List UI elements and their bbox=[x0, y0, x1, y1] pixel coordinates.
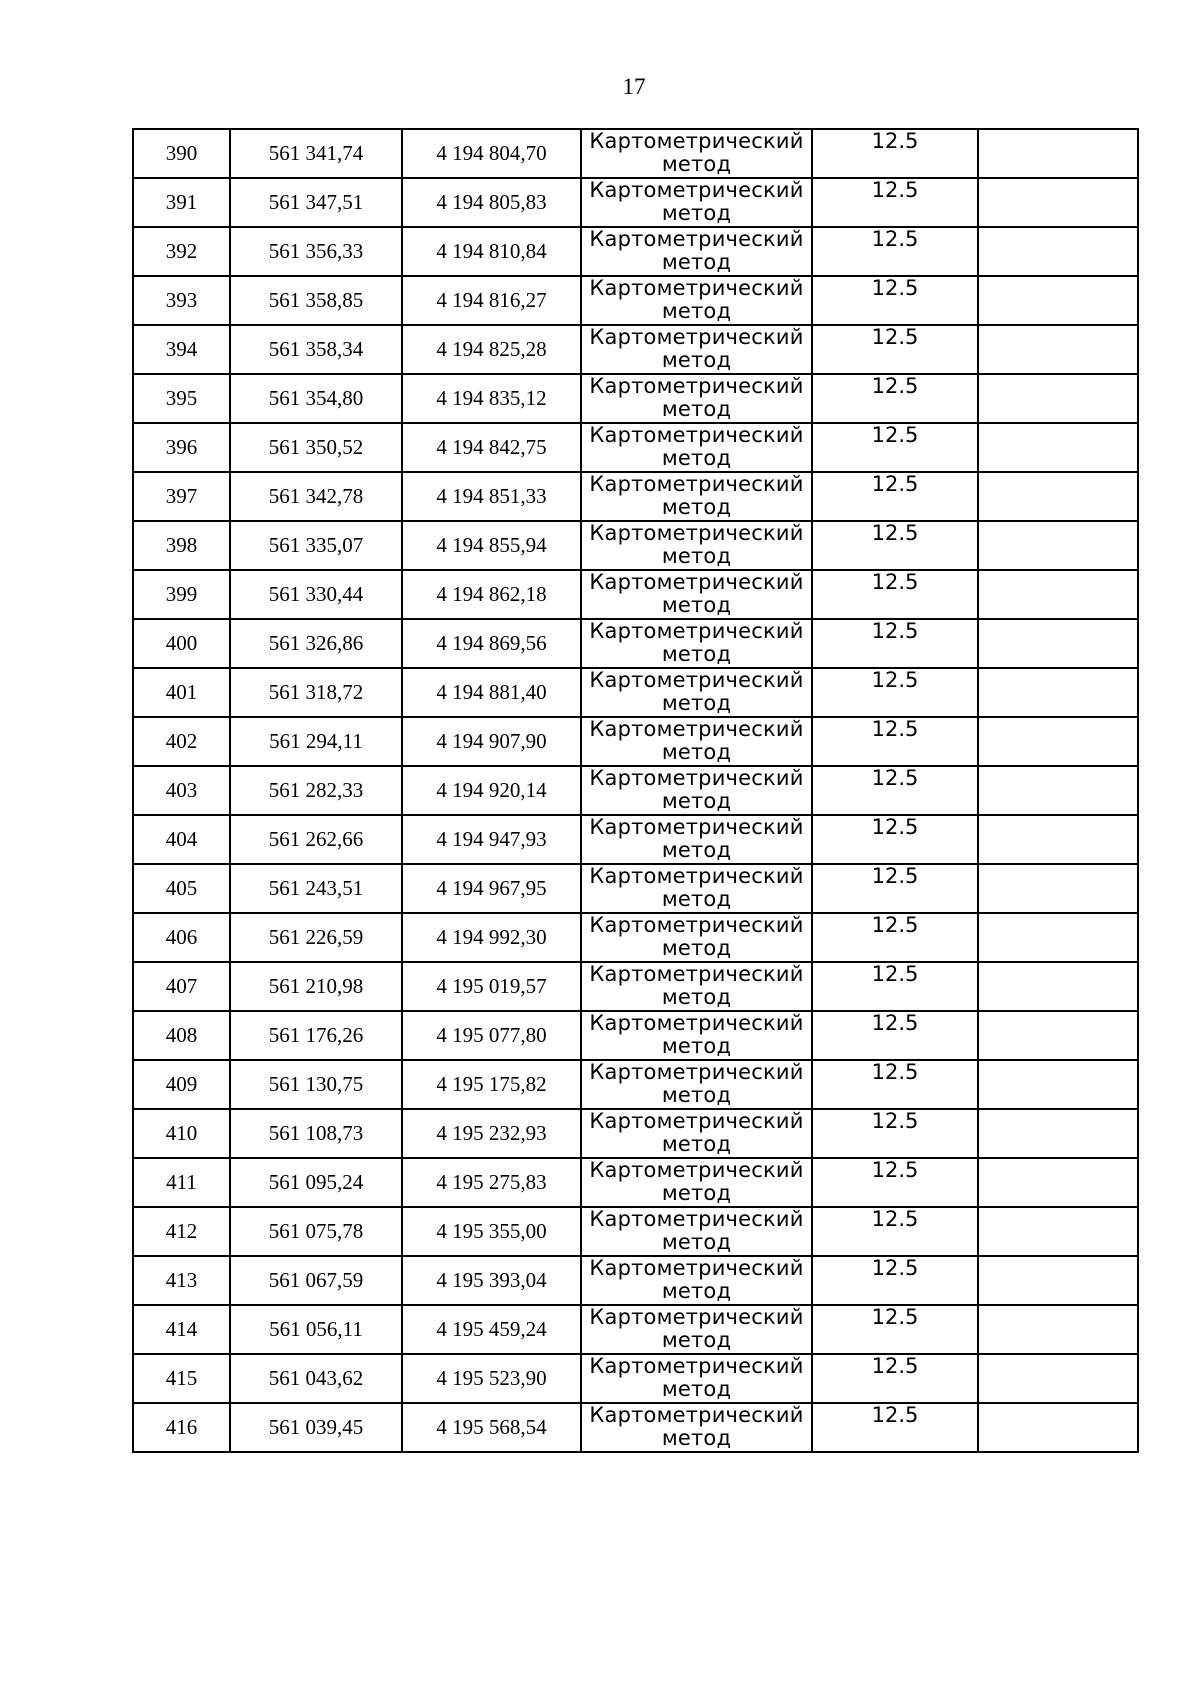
extra-cell bbox=[978, 570, 1138, 619]
table-row bbox=[133, 178, 1138, 227]
method-cell bbox=[581, 1109, 812, 1158]
method-line-1: Картометрический bbox=[589, 619, 804, 643]
x-coordinate-cell: 561 330,44 bbox=[230, 570, 402, 619]
accuracy-cell: 12.5 bbox=[812, 570, 978, 619]
method-cell bbox=[581, 1207, 812, 1256]
accuracy-cell: 12.5 bbox=[812, 325, 978, 374]
method-line-1: Картометрический bbox=[589, 276, 804, 300]
table-row bbox=[133, 1109, 1138, 1158]
y-coordinate-cell: 4 195 175,82 bbox=[402, 1060, 581, 1109]
y-coordinate-cell: 4 195 459,24 bbox=[402, 1305, 581, 1354]
method-line-2: метод bbox=[661, 1377, 732, 1401]
method-line-1: Картометрический bbox=[589, 766, 804, 790]
method-line-2: метод bbox=[661, 201, 732, 225]
point-number-cell: 395 bbox=[133, 374, 230, 423]
y-coordinate-cell: 4 194 842,75 bbox=[402, 423, 581, 472]
method-line-1: Картометрический bbox=[589, 423, 804, 447]
y-coordinate-cell: 4 194 992,30 bbox=[402, 913, 581, 962]
method-cell bbox=[581, 325, 812, 374]
method-line-1: Картометрический bbox=[589, 962, 804, 986]
table-row bbox=[133, 1011, 1138, 1060]
table-row bbox=[133, 913, 1138, 962]
method-line-1: Картометрический bbox=[589, 1207, 804, 1231]
point-number-cell: 396 bbox=[133, 423, 230, 472]
method-line-2: метод bbox=[661, 1083, 732, 1107]
x-coordinate-cell: 561 350,52 bbox=[230, 423, 402, 472]
method-line-2: метод bbox=[661, 1328, 732, 1352]
table-row bbox=[133, 864, 1138, 913]
accuracy-cell: 12.5 bbox=[812, 374, 978, 423]
accuracy-cell: 12.5 bbox=[812, 276, 978, 325]
point-number-cell: 413 bbox=[133, 1256, 230, 1305]
point-number-cell: 390 bbox=[133, 129, 230, 178]
method-line-2: метод bbox=[661, 1181, 732, 1205]
method-line-2: метод bbox=[661, 1230, 732, 1254]
method-cell bbox=[581, 570, 812, 619]
x-coordinate-cell: 561 108,73 bbox=[230, 1109, 402, 1158]
method-line-1: Картометрический bbox=[589, 374, 804, 398]
coordinates-table bbox=[132, 128, 1139, 1453]
method-line-1: Картометрический bbox=[589, 472, 804, 496]
table-row bbox=[133, 1207, 1138, 1256]
point-number-cell: 391 bbox=[133, 178, 230, 227]
extra-cell bbox=[978, 1158, 1138, 1207]
method-line-2: метод bbox=[661, 642, 732, 666]
extra-cell bbox=[978, 521, 1138, 570]
method-cell bbox=[581, 668, 812, 717]
accuracy-cell: 12.5 bbox=[812, 619, 978, 668]
x-coordinate-cell: 561 341,74 bbox=[230, 129, 402, 178]
x-coordinate-cell: 561 354,80 bbox=[230, 374, 402, 423]
method-line-2: метод bbox=[661, 446, 732, 470]
y-coordinate-cell: 4 194 825,28 bbox=[402, 325, 581, 374]
y-coordinate-cell: 4 195 275,83 bbox=[402, 1158, 581, 1207]
extra-cell bbox=[978, 766, 1138, 815]
method-line-2: метод bbox=[661, 299, 732, 323]
extra-cell bbox=[978, 668, 1138, 717]
table-row bbox=[133, 472, 1138, 521]
y-coordinate-cell: 4 195 077,80 bbox=[402, 1011, 581, 1060]
y-coordinate-cell: 4 195 568,54 bbox=[402, 1403, 581, 1452]
method-cell bbox=[581, 423, 812, 472]
y-coordinate-cell: 4 194 805,83 bbox=[402, 178, 581, 227]
extra-cell bbox=[978, 423, 1138, 472]
accuracy-cell: 12.5 bbox=[812, 1158, 978, 1207]
method-cell bbox=[581, 1060, 812, 1109]
point-number-cell: 412 bbox=[133, 1207, 230, 1256]
x-coordinate-cell: 561 326,86 bbox=[230, 619, 402, 668]
x-coordinate-cell: 561 075,78 bbox=[230, 1207, 402, 1256]
point-number-cell: 394 bbox=[133, 325, 230, 374]
method-line-1: Картометрический bbox=[589, 1354, 804, 1378]
accuracy-cell: 12.5 bbox=[812, 913, 978, 962]
extra-cell bbox=[978, 1011, 1138, 1060]
x-coordinate-cell: 561 358,34 bbox=[230, 325, 402, 374]
method-cell bbox=[581, 1011, 812, 1060]
method-line-1: Картометрический bbox=[589, 815, 804, 839]
extra-cell bbox=[978, 1354, 1138, 1403]
point-number-cell: 401 bbox=[133, 668, 230, 717]
method-line-1: Картометрический bbox=[589, 1403, 804, 1427]
method-line-2: метод bbox=[661, 691, 732, 715]
table-row bbox=[133, 962, 1138, 1011]
x-coordinate-cell: 561 318,72 bbox=[230, 668, 402, 717]
point-number-cell: 410 bbox=[133, 1109, 230, 1158]
extra-cell bbox=[978, 129, 1138, 178]
table-row bbox=[133, 668, 1138, 717]
method-cell bbox=[581, 472, 812, 521]
point-number-cell: 405 bbox=[133, 864, 230, 913]
method-line-1: Картометрический bbox=[589, 717, 804, 741]
y-coordinate-cell: 4 194 816,27 bbox=[402, 276, 581, 325]
accuracy-cell: 12.5 bbox=[812, 766, 978, 815]
table-row bbox=[133, 1403, 1138, 1452]
extra-cell bbox=[978, 1207, 1138, 1256]
method-cell bbox=[581, 129, 812, 178]
method-line-2: метод bbox=[661, 593, 732, 617]
table-row bbox=[133, 1256, 1138, 1305]
method-line-1: Картометрический bbox=[589, 178, 804, 202]
point-number-cell: 402 bbox=[133, 717, 230, 766]
method-line-2: метод bbox=[661, 740, 732, 764]
point-number-cell: 409 bbox=[133, 1060, 230, 1109]
accuracy-cell: 12.5 bbox=[812, 1354, 978, 1403]
method-cell bbox=[581, 1354, 812, 1403]
accuracy-cell: 12.5 bbox=[812, 1256, 978, 1305]
method-line-1: Картометрический bbox=[589, 864, 804, 888]
extra-cell bbox=[978, 227, 1138, 276]
table-row bbox=[133, 1158, 1138, 1207]
accuracy-cell: 12.5 bbox=[812, 1060, 978, 1109]
y-coordinate-cell: 4 195 019,57 bbox=[402, 962, 581, 1011]
y-coordinate-cell: 4 194 947,93 bbox=[402, 815, 581, 864]
method-cell bbox=[581, 864, 812, 913]
x-coordinate-cell: 561 210,98 bbox=[230, 962, 402, 1011]
y-coordinate-cell: 4 194 881,40 bbox=[402, 668, 581, 717]
x-coordinate-cell: 561 356,33 bbox=[230, 227, 402, 276]
method-line-1: Картометрический bbox=[589, 1158, 804, 1182]
x-coordinate-cell: 561 243,51 bbox=[230, 864, 402, 913]
method-line-1: Картометрический bbox=[589, 1256, 804, 1280]
accuracy-cell: 12.5 bbox=[812, 1305, 978, 1354]
table-row bbox=[133, 276, 1138, 325]
table-body bbox=[133, 129, 1138, 1452]
accuracy-cell: 12.5 bbox=[812, 815, 978, 864]
extra-cell bbox=[978, 1305, 1138, 1354]
y-coordinate-cell: 4 194 835,12 bbox=[402, 374, 581, 423]
extra-cell bbox=[978, 1256, 1138, 1305]
accuracy-cell: 12.5 bbox=[812, 521, 978, 570]
method-cell bbox=[581, 962, 812, 1011]
accuracy-cell: 12.5 bbox=[812, 1403, 978, 1452]
method-line-2: метод bbox=[661, 838, 732, 862]
accuracy-cell: 12.5 bbox=[812, 178, 978, 227]
x-coordinate-cell: 561 342,78 bbox=[230, 472, 402, 521]
extra-cell bbox=[978, 864, 1138, 913]
point-number-cell: 397 bbox=[133, 472, 230, 521]
method-cell bbox=[581, 227, 812, 276]
point-number-cell: 416 bbox=[133, 1403, 230, 1452]
method-line-2: метод bbox=[661, 397, 732, 421]
method-cell bbox=[581, 1256, 812, 1305]
extra-cell bbox=[978, 472, 1138, 521]
extra-cell bbox=[978, 1060, 1138, 1109]
extra-cell bbox=[978, 1403, 1138, 1452]
x-coordinate-cell: 561 056,11 bbox=[230, 1305, 402, 1354]
method-line-2: метод bbox=[661, 544, 732, 568]
table-row bbox=[133, 815, 1138, 864]
y-coordinate-cell: 4 194 967,95 bbox=[402, 864, 581, 913]
point-number-cell: 392 bbox=[133, 227, 230, 276]
y-coordinate-cell: 4 194 851,33 bbox=[402, 472, 581, 521]
method-cell bbox=[581, 913, 812, 962]
x-coordinate-cell: 561 226,59 bbox=[230, 913, 402, 962]
method-cell bbox=[581, 521, 812, 570]
extra-cell bbox=[978, 962, 1138, 1011]
method-line-1: Картометрический bbox=[589, 668, 804, 692]
accuracy-cell: 12.5 bbox=[812, 1011, 978, 1060]
extra-cell bbox=[978, 325, 1138, 374]
method-cell bbox=[581, 717, 812, 766]
method-line-2: метод bbox=[661, 152, 732, 176]
point-number-cell: 414 bbox=[133, 1305, 230, 1354]
method-line-1: Картометрический bbox=[589, 1060, 804, 1084]
method-line-2: метод bbox=[661, 789, 732, 813]
point-number-cell: 398 bbox=[133, 521, 230, 570]
method-line-1: Картометрический bbox=[589, 1109, 804, 1133]
method-cell bbox=[581, 374, 812, 423]
y-coordinate-cell: 4 194 907,90 bbox=[402, 717, 581, 766]
table-row bbox=[133, 521, 1138, 570]
table-row bbox=[133, 766, 1138, 815]
y-coordinate-cell: 4 194 804,70 bbox=[402, 129, 581, 178]
x-coordinate-cell: 561 043,62 bbox=[230, 1354, 402, 1403]
table-row bbox=[133, 619, 1138, 668]
extra-cell bbox=[978, 619, 1138, 668]
point-number-cell: 415 bbox=[133, 1354, 230, 1403]
y-coordinate-cell: 4 195 523,90 bbox=[402, 1354, 581, 1403]
method-cell bbox=[581, 766, 812, 815]
method-line-2: метод bbox=[661, 1279, 732, 1303]
method-cell bbox=[581, 619, 812, 668]
table-row bbox=[133, 1354, 1138, 1403]
table-row bbox=[133, 1305, 1138, 1354]
method-cell bbox=[581, 815, 812, 864]
point-number-cell: 411 bbox=[133, 1158, 230, 1207]
point-number-cell: 408 bbox=[133, 1011, 230, 1060]
y-coordinate-cell: 4 195 355,00 bbox=[402, 1207, 581, 1256]
point-number-cell: 404 bbox=[133, 815, 230, 864]
accuracy-cell: 12.5 bbox=[812, 129, 978, 178]
x-coordinate-cell: 561 262,66 bbox=[230, 815, 402, 864]
y-coordinate-cell: 4 195 393,04 bbox=[402, 1256, 581, 1305]
accuracy-cell: 12.5 bbox=[812, 1109, 978, 1158]
method-line-1: Картометрический bbox=[589, 521, 804, 545]
y-coordinate-cell: 4 194 862,18 bbox=[402, 570, 581, 619]
extra-cell bbox=[978, 1109, 1138, 1158]
accuracy-cell: 12.5 bbox=[812, 717, 978, 766]
accuracy-cell: 12.5 bbox=[812, 962, 978, 1011]
y-coordinate-cell: 4 194 920,14 bbox=[402, 766, 581, 815]
method-line-2: метод bbox=[661, 1426, 732, 1450]
method-line-1: Картометрический bbox=[589, 570, 804, 594]
method-cell bbox=[581, 178, 812, 227]
y-coordinate-cell: 4 194 855,94 bbox=[402, 521, 581, 570]
page-number: 17 bbox=[622, 74, 646, 99]
table-row bbox=[133, 717, 1138, 766]
x-coordinate-cell: 561 130,75 bbox=[230, 1060, 402, 1109]
accuracy-cell: 12.5 bbox=[812, 472, 978, 521]
method-line-2: метод bbox=[661, 887, 732, 911]
table-row bbox=[133, 423, 1138, 472]
table-row bbox=[133, 325, 1138, 374]
x-coordinate-cell: 561 335,07 bbox=[230, 521, 402, 570]
accuracy-cell: 12.5 bbox=[812, 1207, 978, 1256]
method-line-2: метод bbox=[661, 1132, 732, 1156]
x-coordinate-cell: 561 095,24 bbox=[230, 1158, 402, 1207]
method-line-2: метод bbox=[661, 985, 732, 1009]
table-row bbox=[133, 227, 1138, 276]
extra-cell bbox=[978, 374, 1138, 423]
method-line-2: метод bbox=[661, 250, 732, 274]
table-row bbox=[133, 129, 1138, 178]
method-line-1: Картометрический bbox=[589, 325, 804, 349]
point-number-cell: 399 bbox=[133, 570, 230, 619]
extra-cell bbox=[978, 717, 1138, 766]
extra-cell bbox=[978, 913, 1138, 962]
extra-cell bbox=[978, 178, 1138, 227]
x-coordinate-cell: 561 294,11 bbox=[230, 717, 402, 766]
method-line-1: Картометрический bbox=[589, 1305, 804, 1329]
x-coordinate-cell: 561 176,26 bbox=[230, 1011, 402, 1060]
accuracy-cell: 12.5 bbox=[812, 864, 978, 913]
extra-cell bbox=[978, 815, 1138, 864]
x-coordinate-cell: 561 282,33 bbox=[230, 766, 402, 815]
y-coordinate-cell: 4 195 232,93 bbox=[402, 1109, 581, 1158]
accuracy-cell: 12.5 bbox=[812, 227, 978, 276]
table-row bbox=[133, 374, 1138, 423]
method-cell bbox=[581, 1158, 812, 1207]
table-row bbox=[133, 570, 1138, 619]
method-line-2: метод bbox=[661, 495, 732, 519]
method-cell bbox=[581, 1403, 812, 1452]
x-coordinate-cell: 561 347,51 bbox=[230, 178, 402, 227]
accuracy-cell: 12.5 bbox=[812, 423, 978, 472]
extra-cell bbox=[978, 276, 1138, 325]
x-coordinate-cell: 561 039,45 bbox=[230, 1403, 402, 1452]
method-line-1: Картометрический bbox=[589, 913, 804, 937]
x-coordinate-cell: 561 067,59 bbox=[230, 1256, 402, 1305]
point-number-cell: 403 bbox=[133, 766, 230, 815]
method-line-1: Картометрический bbox=[589, 1011, 804, 1035]
method-line-2: метод bbox=[661, 1034, 732, 1058]
accuracy-cell: 12.5 bbox=[812, 668, 978, 717]
y-coordinate-cell: 4 194 810,84 bbox=[402, 227, 581, 276]
y-coordinate-cell: 4 194 869,56 bbox=[402, 619, 581, 668]
table-row bbox=[133, 1060, 1138, 1109]
method-line-1: Картометрический bbox=[589, 129, 804, 153]
point-number-cell: 407 bbox=[133, 962, 230, 1011]
point-number-cell: 393 bbox=[133, 276, 230, 325]
point-number-cell: 400 bbox=[133, 619, 230, 668]
point-number-cell: 406 bbox=[133, 913, 230, 962]
method-line-1: Картометрический bbox=[589, 227, 804, 251]
method-line-2: метод bbox=[661, 348, 732, 372]
method-cell bbox=[581, 276, 812, 325]
method-line-2: метод bbox=[661, 936, 732, 960]
x-coordinate-cell: 561 358,85 bbox=[230, 276, 402, 325]
method-cell bbox=[581, 1305, 812, 1354]
